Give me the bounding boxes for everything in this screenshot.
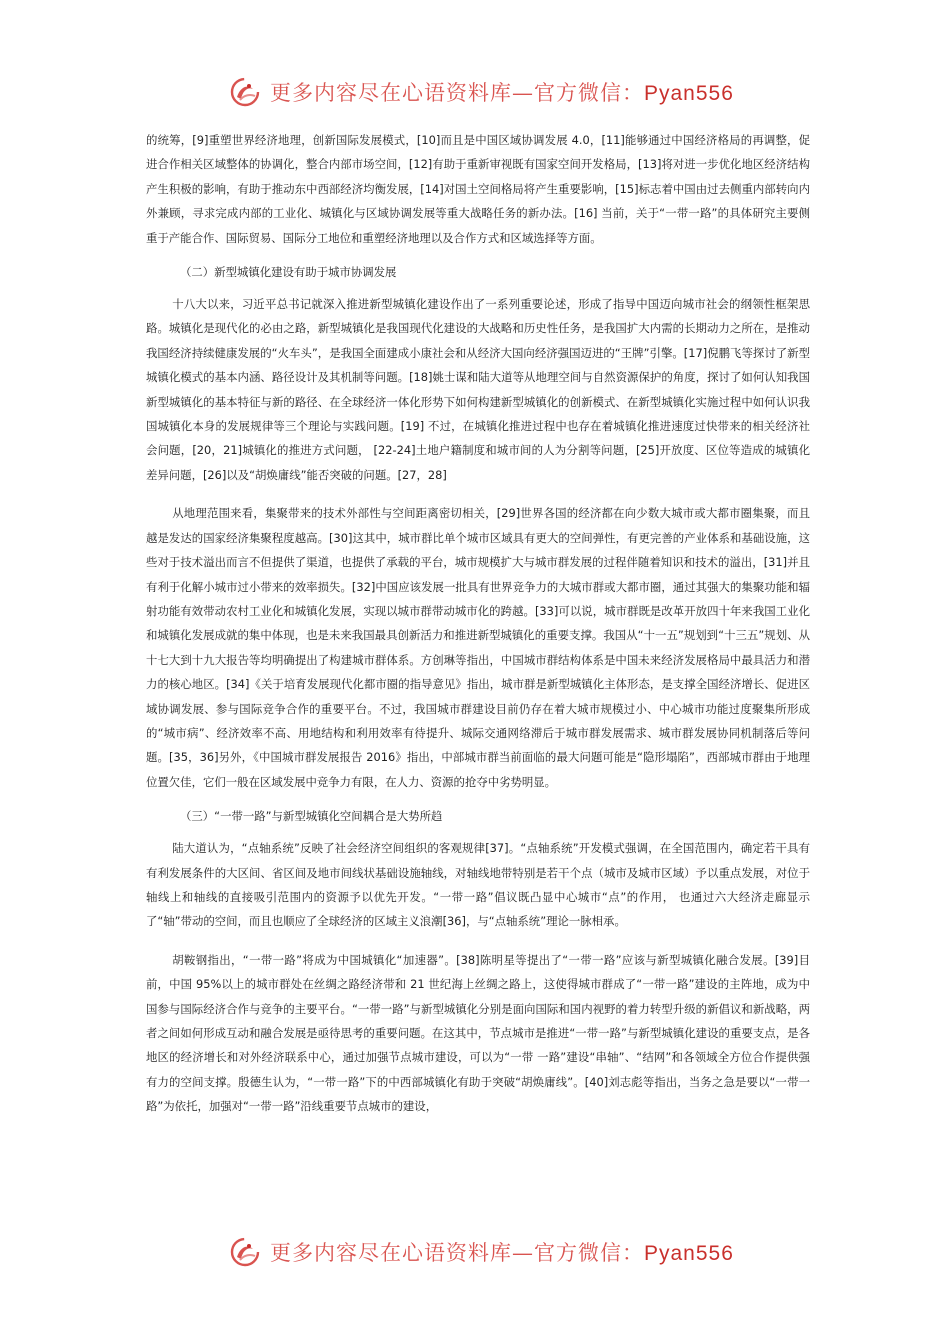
header-banner bbox=[228, 72, 734, 112]
banner-text: 更多内容尽在心语资料库—官方微信：Pyan556 bbox=[270, 81, 734, 105]
section-heading: （三）“一带一路”与新型城镇化空间耦合是大势所趋 bbox=[180, 809, 443, 824]
lotus-swirl-icon bbox=[228, 75, 262, 109]
article-body bbox=[146, 128, 810, 1119]
section-heading: （二）新型城镇化建设有助于城市协调发展 bbox=[180, 265, 397, 280]
paragraph: 十八大以来，习近平总书记就深入推进新型城镇化建设作出了一系列重要论述，形成了指导中国迈向城市社会的纲领性框架思路。城镇化是现代化的必由之路，新型城镇化是我国现代化建设的大战略和历史性任务，是我国扩大内需的长期动力之所在，是推动我国经济持续健康发展的“火车头”，是我国全面建成小康社会和从经济大国向经济强国迈进的“王牌”引擎。[17]倪鹏飞等探讨了新型城镇化模式的基本内涵、路径设计及其机制等问题。[18]姚士谋和陆大道等从地理空间与自然资源保护的角度，探讨了如何认知我国新型城镇化的基本特征与新的路径、在全球经济一体化形势下如何构建新型城镇化的创新模式、在新型城镇化实施过程中如何认识我国城镇化本身的发展规律等三个理论与实践问题。[19] 不过，在城镇化推进过程中也存在着城镇化推进速度过快带来的相关经济社会问题，[20，21]城镇化的推进方式问题， [22-24]土地户籍制度和城市间的人为分割等问题，[25]开放度、区位等造成的城镇化差异问题，[26]以及“胡焕庸线”能否突破的问题。[27，28] bbox=[146, 297, 810, 482]
paragraph: 陆大道认为，“点轴系统”反映了社会经济空间组织的客观规律[37]。“点轴系统”开发模式强调，在全国范围内，确定若干具有有利发展条件的大区间、省区间及地市间线状基础设施轴线，对轴线地带特别是若干个点（城市及城市区域）予以重点发展，对位于轴线上和轴线的直接吸引范围内的资源予以优先开发。“一带一路”倡议既凸显中心城市“点”的作用， 也通过六大经济走廊显示了“轴”带动的空间，而且也顺应了全球经济的区域主义浪潮[36]，与“点轴系统”理论一脉相承。 bbox=[146, 841, 810, 929]
paragraph: 的统筹，[9]重塑世界经济地理，创新国际发展模式，[10]而且是中国区域协调发展 4.0，[11]能够通过中国经济格局的再调整，促进合作相关区域整体的协调化，整合内部市场空间，[12]有助于重新审视既有国家空间开发格局，[13]将对进一步优化地区经济结构产生积极的影响，有助于推动东中西部经济均衡发展，[14]对国土空间格局将产生重要影响，[15]标志着中国由过去侧重内部转向内外兼顾，寻求完成内部的工业化、城镇化与区域协调发展等重大战略任务的新办法。[16] 当前，关于“一带一路”的具体研究主要侧重于产能合作、国际贸易、国际分工地位和重塑经济地理以及合作方式和区域选择等方面。 bbox=[146, 133, 810, 245]
paragraph: 胡鞍钢指出，“一带一路”将成为中国城镇化“加速器”。[38]陈明星等提出了“一带一路”应该与新型城镇化融合发展。[39]目前，中国 95%以上的城市群处在丝绸之路经济带和 21 世纪海上丝绸之路上，这使得城市群成了“一带一路”建设的主阵地，成为中国参与国际经济合作与竞争的主要平台。“一带一路”与新型城镇化分别是面向国际和国内视野的着力转型升级的新倡议和新战略，两者之间如何形成互动和融合发展是亟待思考的重要问题。在这其中，节点城市是推进“一带一路”与新型城镇化建设的重要支点，是各地区的经济增长和对外经济联系中心，通过加强节点城市建设，可以为“一带 一路”建设“串轴”、“结网”和各领域全方位合作提供强有力的空间支撑。殷德生认为，“一带一路”下的中西部城镇化有助于突破“胡焕庸线”。[40]刘志彪等指出，当务之急是要以“一带一路”为依托，加强对“一带一路”沿线重要节点城市的建设， bbox=[146, 952, 810, 1114]
wechat-id: Pyan556 bbox=[644, 1242, 734, 1265]
paragraph: 从地理范围来看，集聚带来的技术外部性与空间距离密切相关，[29]世界各国的经济都在向少数大城市或大都市圈集聚，而且越是发达的国家经济集聚程度越高。[30]这其中，城市群比单个城市区域具有更大的空间弹性，有更完善的产业体系和基础设施，这些对于技术溢出而言不但提供了渠道，也提供了承载的平台，城市规模扩大与城市群发展的过程伴随着知识和技术的溢出，[31]并且有利于化解小城市过小带来的效率损失。[32]中国应该发展一批具有世界竞争力的大城市群或大都市圈，通过其强大的集聚功能和辐射功能有效带动农村工业化和城镇化发展，实现以城市群带动城市化的跨越。[33]可以说，城市群既是改革开放四十年来我国工业化和城镇化发展成就的集中体现，也是未来我国最具创新活力和推进新型城镇化的重要支撑。我国从“十一五”规划到“十三五”规划、从十七大到十九大报告等均明确提出了构建城市群体系。方创琳等指出，中国城市群结构体系是中国未来经济发展格局中最具活力和潜力的核心地区。[34]《关于培育发展现代化都市圈的指导意见》指出，城市群是新型城镇化主体形态，是支撑全国经济增长、促进区域协调发展、参与国际竞争合作的重要平台。不过，我国城市群建设目前仍存在着大城市规模过小、中心城市功能过度聚集所形成的“城市病”、经济效率不高、用地结构和利用效率有待提升、城际交通网络滞后于城市群发展需求、城市群发展协同机制落后等问题。[35，36]另外，《中国城市群发展报告 2016》指出，中部城市群当前面临的最大问题可能是“隐形塌陷”，西部城市群由于地理位置欠佳，它们一般在区域发展中竞争力有限，在人力、资源的抢夺中劣势明显。 bbox=[146, 506, 810, 789]
wechat-id: Pyan556 bbox=[644, 82, 734, 105]
lotus-swirl-icon bbox=[228, 1235, 262, 1269]
banner-text: 更多内容尽在心语资料库—官方微信：Pyan556 bbox=[270, 1241, 734, 1265]
footer-banner bbox=[228, 1232, 734, 1272]
